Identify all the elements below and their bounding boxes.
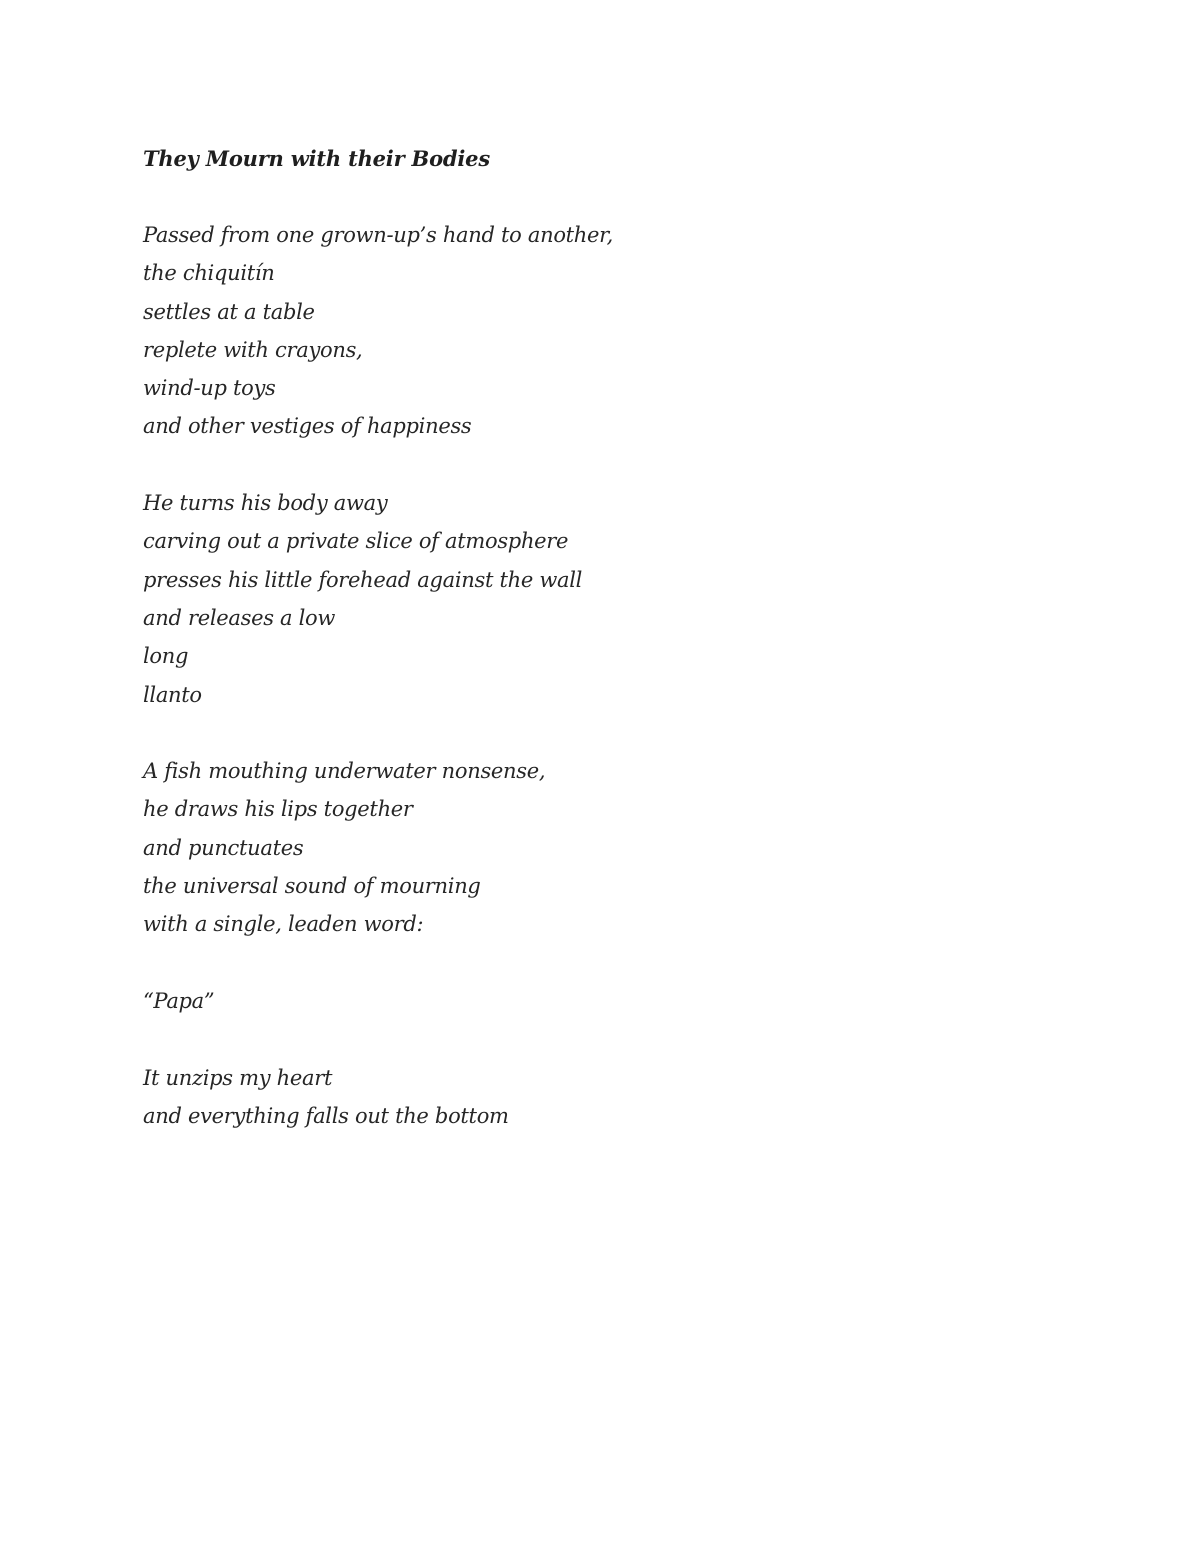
poem-line: presses his little forehead against the wall	[143, 567, 583, 592]
poem-line: He turns his body away	[143, 491, 388, 516]
stanza-spacer	[143, 446, 1043, 484]
poem-title: They Mourn with their Bodies	[143, 146, 490, 171]
poem-line: “Papa”	[143, 988, 215, 1013]
poem-line: long	[143, 644, 189, 669]
stanza-3	[143, 752, 1043, 943]
poem-line: and other vestiges of happiness	[143, 414, 472, 439]
stanza-spacer	[143, 944, 1043, 982]
poem-line: the chiquitín	[143, 261, 275, 286]
stanza-spacer	[143, 1020, 1043, 1058]
poem-line: with a single, leaden word:	[143, 912, 424, 937]
stanza-5	[143, 1059, 1043, 1136]
poem-line: replete with crayons,	[143, 337, 363, 362]
poem-line: llanto	[143, 682, 202, 707]
poem-line: and everything falls out the bottom	[143, 1103, 509, 1128]
title-spacer	[143, 178, 1043, 216]
stanza-2	[143, 484, 1043, 714]
stanza-spacer	[143, 714, 1043, 752]
poem-line: It unzips my heart	[143, 1065, 333, 1090]
poem-line: Passed from one grown-up’s hand to another,	[143, 223, 613, 247]
poem-line: wind-up toys	[143, 376, 276, 401]
stanza-4	[143, 982, 1043, 1020]
poem-line: he draws his lips together	[143, 797, 413, 822]
poem-line: settles at a table	[143, 299, 315, 324]
stanza-1	[143, 216, 1043, 446]
poem-line: carving out a private slice of atmosphere	[143, 529, 569, 554]
poem-line: the universal sound of mourning	[143, 874, 481, 899]
poem-line: and releases a low	[143, 605, 336, 630]
poem-line: A fish mouthing underwater nonsense,	[143, 759, 546, 784]
poem-line: and punctuates	[143, 835, 304, 860]
poem	[143, 140, 1043, 1135]
